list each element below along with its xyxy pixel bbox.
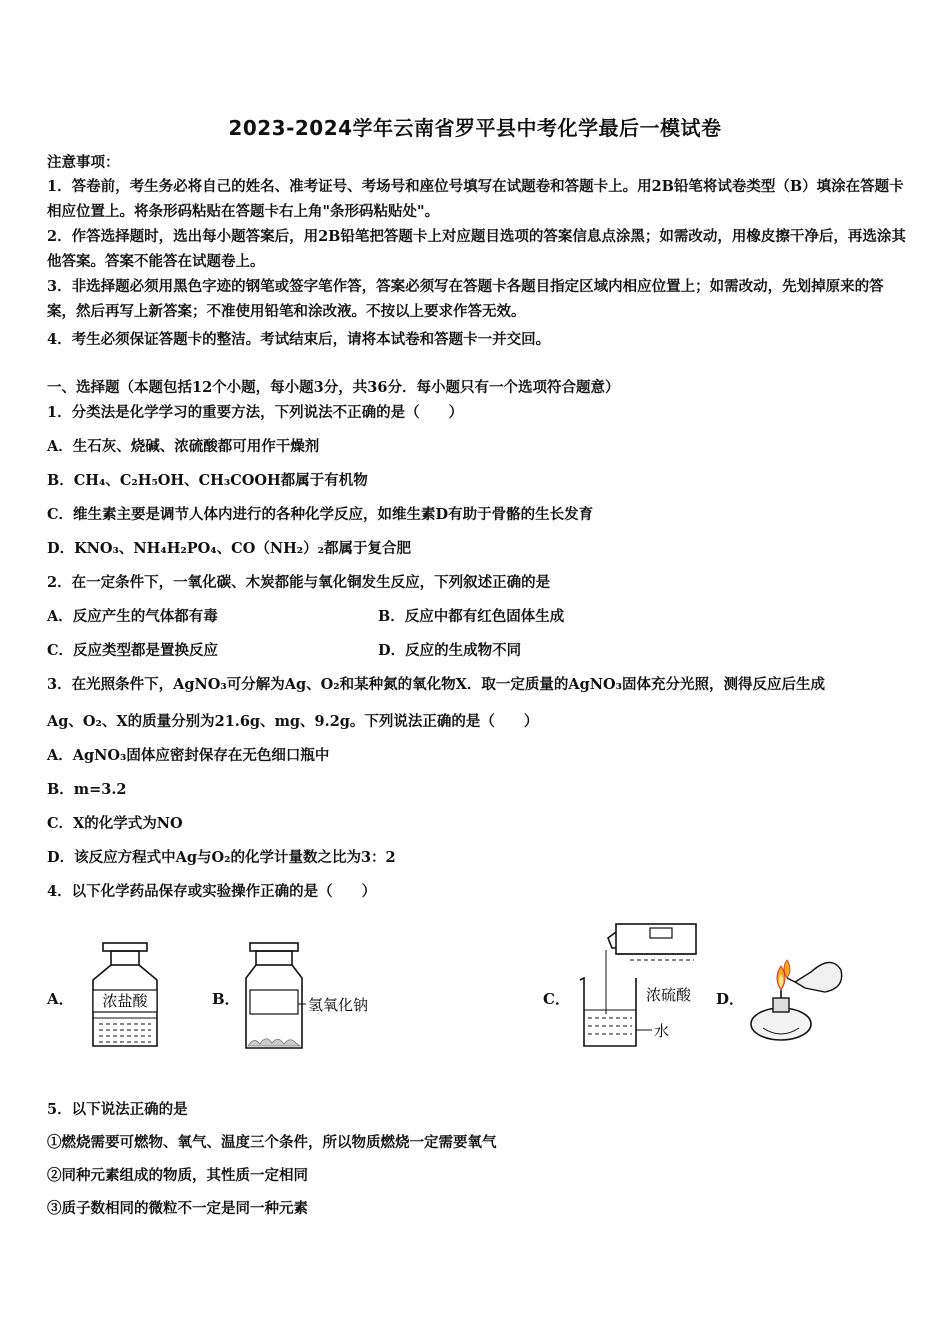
notice-item-4: 4．考生必须保证答题卡的整洁。考试结束后，请将本试卷和答题卡一并交回。 — [47, 331, 551, 348]
q3-option-b: B．m=3.2 — [47, 781, 127, 798]
q4-figure-c-dilution — [570, 918, 720, 1054]
notice-item-3: 3．非选择题必须用黑色字迹的钢笔或签字笔作答，答案必须写在答题卡各题目指定区域内相应位置上；如需改动，先划掉原来的答案，然后再写上新答案；不准使用铅笔和涂改液。不按以上要求作答无效。 — [47, 278, 884, 320]
q4-stem: 4．以下化学药品保存或实验操作正确的是（ ） — [47, 883, 377, 900]
q3-option-a: A．AgNO₃固体应密封保存在无色细口瓶中 — [47, 747, 330, 764]
q5-statement-1: ①燃烧需要可燃物、氧气、温度三个条件，所以物质燃烧一定需要氧气 — [47, 1134, 497, 1151]
q4-label-a: A． — [47, 990, 74, 1008]
q4-label-d: D． — [716, 990, 745, 1008]
q4-label-b: B． — [212, 990, 240, 1008]
q4-figure-d-alcohol-lamp — [745, 948, 855, 1048]
q1-option-d: D．KNO₃、NH₄H₂PO₄、CO（NH₂）₂都属于复合肥 — [47, 540, 411, 557]
q1-option-c: C．维生素主要是调节人体内进行的各种化学反应，如维生素D有助于骨骼的生长发育 — [47, 506, 594, 523]
q4-figure-a-bottle — [85, 940, 165, 1052]
notice-item-2: 2．作答选择题时，选出每小题答案后，用2B铅笔把答题卡上对应题目选项的答案信息点涂黑；如需改动，用橡皮擦干净后，再选涂其他答案。答案不能答在试题卷上。 — [47, 228, 906, 270]
q3-stem-line1: 3．在光照条件下，AgNO₃可分解为Ag、O₂和某种氮的氧化物X．取一定质量的AgNO₃固体充分光照，测得反应后生成 — [47, 676, 825, 693]
q4-label-c: C． — [543, 990, 570, 1008]
fig-a-label: 浓盐酸 — [102, 992, 148, 1010]
notice-item-1: 1．答卷前，考生务必将自己的姓名、准考证号、考场号和座位号填写在试题卷和答题卡上。用2B铅笔将试卷类型（B）填涂在答题卡相应位置上。将条形码粘贴在答题卡右上角"条形码粘贴处"。 — [47, 178, 904, 220]
q2-option-c: C．反应类型都是置换反应 — [47, 642, 219, 659]
fig-c-water-label: 水 — [654, 1022, 670, 1040]
q5-statement-3: ③质子数相同的微粒不一定是同一种元素 — [47, 1200, 308, 1217]
page-title: 2023-2024学年云南省罗平县中考化学最后一模试卷 — [228, 116, 722, 140]
q2-option-a: A．反应产生的气体都有毒 — [47, 608, 218, 625]
q1-stem: 1．分类法是化学学习的重要方法，下列说法不正确的是（ ） — [47, 404, 464, 421]
q5-stem: 5．以下说法正确的是 — [47, 1101, 188, 1118]
q3-option-d: D．该反应方程式中Ag与O₂的化学计量数之比为3：2 — [47, 849, 396, 866]
notice-heading: 注意事项： — [47, 154, 120, 171]
q1-option-b: B．CH₄、C₂H₅OH、CH₃COOH都属于有机物 — [47, 472, 368, 489]
q4-figure-b-bottle — [240, 940, 390, 1052]
q2-option-d: D．反应的生成物不同 — [378, 642, 522, 659]
q1-option-a: A．生石灰、烧碱、浓硫酸都可用作干燥剂 — [47, 438, 320, 455]
q2-option-b: B．反应中都有红色固体生成 — [378, 608, 565, 625]
section-heading: 一、选择题（本题包括12个小题，每小题3分，共36分．每小题只有一个选项符合题意） — [47, 379, 620, 396]
fig-b-label: 氢氧化钠 — [308, 996, 369, 1014]
fig-c-acid-label: 浓硫酸 — [646, 986, 692, 1004]
q2-stem: 2．在一定条件下，一氧化碳、木炭都能与氧化铜发生反应，下列叙述正确的是 — [47, 574, 551, 591]
q5-statement-2: ②同种元素组成的物质，其性质一定相同 — [47, 1167, 308, 1184]
q3-stem-line2: Ag、O₂、X的质量分别为21.6g、mg、9.2g。下列说法正确的是（ ） — [47, 713, 539, 730]
q3-option-c: C．X的化学式为NO — [47, 815, 183, 832]
